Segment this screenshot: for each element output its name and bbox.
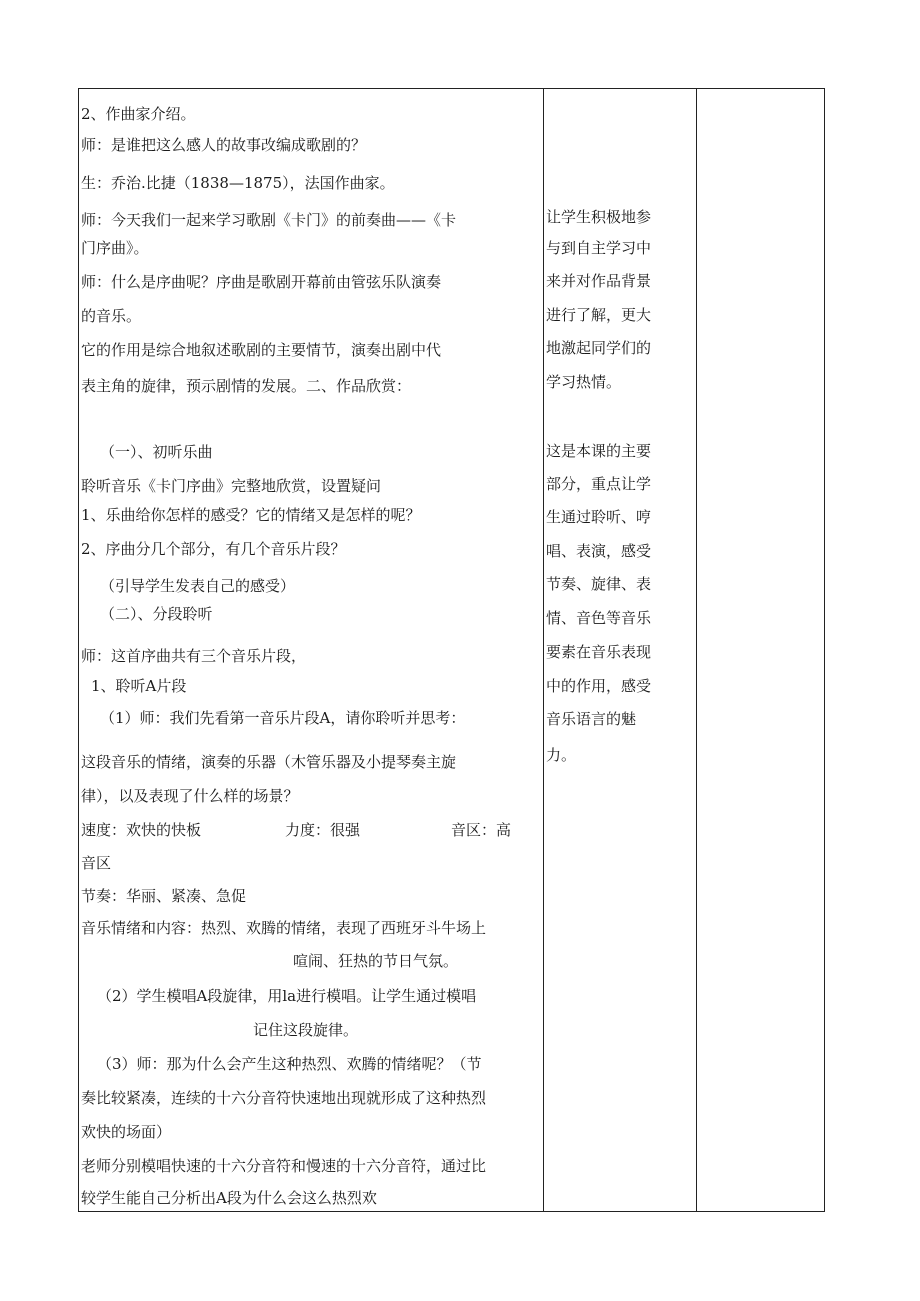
note-line: 唱、表演，感受: [546, 542, 652, 560]
section-heading: （一）、初听乐曲: [100, 443, 213, 461]
note-line: 与到自主学习中: [546, 239, 652, 257]
text-line: 门序曲》。: [81, 239, 149, 257]
note-line: 音乐语言的魅: [546, 710, 637, 728]
note-line: 节奏、旋律、表: [546, 575, 652, 593]
text-line: 记住这段旋律。: [253, 1021, 359, 1039]
note-line: 情、音色等音乐: [546, 609, 652, 627]
text-line: 这段音乐的情绪，演奏的乐器（木管乐器及小提琴奏主旋: [81, 753, 457, 771]
text-line: 表主角的旋律，预示剧情的发展。二、作品欣赏：: [81, 377, 412, 395]
text-line: 2、作曲家介绍。: [81, 105, 196, 123]
note-line: 这是本课的主要: [546, 442, 652, 460]
text-line: （3）师：那为什么会产生这种热烈、欢腾的情绪呢？（节: [97, 1055, 482, 1073]
note-line: 让学生积极地参: [546, 208, 652, 226]
text-line: 音乐情绪和内容：热烈、欢腾的情绪，表现了西班牙斗牛场上: [81, 919, 487, 937]
text-line: 音区：高: [451, 821, 512, 839]
text-line: 师：今天我们一起来学习歌剧《卡门》的前奏曲——《卡: [81, 211, 457, 229]
text-line: 较学生能自己分析出A段为什么会这么热烈欢: [81, 1189, 377, 1207]
text-line: 师：什么是序曲呢？序曲是歌剧开幕前由管弦乐队演奏: [81, 273, 442, 291]
note-line: 力。: [546, 746, 577, 764]
text-line: 奏比较紧凑，连续的十六分音符快速地出现就形成了这种热烈: [81, 1089, 487, 1107]
text-line: （引导学生发表自己的感受）: [100, 577, 296, 595]
note-line: 部分，重点让学: [546, 475, 652, 493]
note-line: 进行了解，更大: [546, 306, 652, 324]
text-line: 的音乐。: [81, 307, 142, 325]
text-line: 1、聆听A片段: [91, 677, 187, 695]
text-line: 欢快的场面）: [81, 1123, 172, 1141]
text-line: 节奏：华丽、紧凑、急促: [81, 887, 247, 905]
text-line: 生：乔治.比捷（1838—1875），法国作曲家。: [81, 174, 395, 192]
text-line: 喧闹、狂热的节日气氛。: [293, 952, 459, 970]
text-line: （1）师：我们先看第一音乐片段A，请你聆听并思考：: [100, 709, 466, 727]
text-line: 师：是谁把这么感人的故事改编成歌剧的？: [81, 136, 367, 154]
text-line: 1、乐曲给你怎样的感受？它的情绪又是怎样的呢？: [81, 506, 421, 524]
note-line: 要素在音乐表现: [546, 643, 652, 661]
text-line: 它的作用是综合地叙述歌剧的主要情节，演奏出剧中代: [81, 341, 442, 359]
text-line: 师：这首序曲共有三个音乐片段，: [81, 647, 307, 665]
note-line: 来并对作品背景: [546, 272, 652, 290]
section-heading: （二）、分段聆听: [100, 605, 213, 623]
text-line: 律），以及表现了什么样的场景？: [81, 787, 299, 805]
note-line: 学习热情。: [546, 373, 622, 391]
column-divider: [696, 88, 697, 1212]
text-line: 速度：欢快的快板: [81, 821, 202, 839]
text-line: 音区: [81, 854, 112, 872]
note-line: 地激起同学们的: [546, 339, 652, 357]
text-line: （2）学生模唱A段旋律，用la进行模唱。让学生通过模唱: [97, 987, 477, 1005]
column-divider: [543, 88, 544, 1212]
text-line: 聆听音乐《卡门序曲》完整地欣赏，设置疑问: [81, 477, 382, 495]
note-line: 生通过聆听、哼: [546, 508, 652, 526]
note-line: 中的作用，感受: [546, 677, 652, 695]
text-line: 老师分别模唱快速的十六分音符和慢速的十六分音符，通过比: [81, 1157, 487, 1175]
text-line: 2、序曲分几个部分，有几个音乐片段？: [81, 540, 346, 558]
text-line: 力度：很强: [285, 821, 361, 839]
